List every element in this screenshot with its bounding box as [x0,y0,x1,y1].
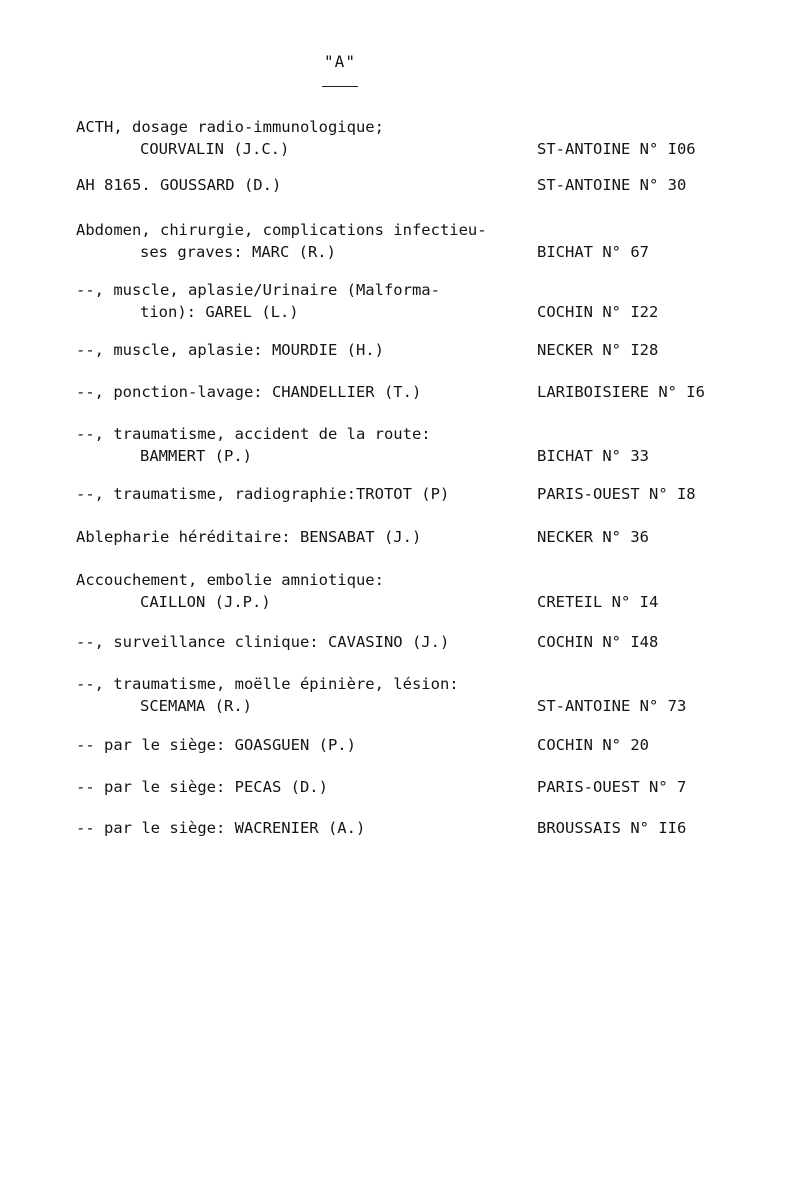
entry-reference: COCHIN N° I22 [537,303,659,321]
entry-subject: Accouchement, embolie amniotique: [76,571,384,589]
entry-reference: PARIS-OUEST N° I8 [537,485,696,503]
entry-continuation: SCEMAMA (R.) [140,697,252,715]
entry-reference: NECKER N° 36 [537,528,649,546]
entry-reference: COCHIN N° 20 [537,736,649,754]
entry-subject: --, traumatisme, radiographie:TROTOT (P) [76,485,450,503]
entry-reference: COCHIN N° I48 [537,633,659,651]
entry-subject: --, ponction-lavage: CHANDELLIER (T.) [76,383,422,401]
entry-reference: LARIBOISIERE N° I6 [537,383,705,401]
entry-reference: ST-ANTOINE N° 30 [537,176,687,194]
entry-subject: --, traumatisme, moëlle épinière, lésion: [76,675,459,693]
entry-reference: ST-ANTOINE N° I06 [537,140,696,158]
entry-continuation: BAMMERT (P.) [140,447,252,465]
entry-subject: Ablepharie héréditaire: BENSABAT (J.) [76,528,422,546]
entry-subject: --, traumatisme, accident de la route: [76,425,431,443]
entry-subject: AH 8165. GOUSSARD (D.) [76,176,282,194]
entry-reference: ST-ANTOINE N° 73 [537,697,687,715]
page-header-letter: "A" [324,52,356,71]
entry-continuation: COURVALIN (J.C.) [140,140,290,158]
entry-subject: -- par le siège: PECAS (D.) [76,778,328,796]
entry-reference: PARIS-OUEST N° 7 [537,778,687,796]
entry-reference: NECKER N° I28 [537,341,659,359]
entry-reference: BICHAT N° 67 [537,243,649,261]
entry-reference: BROUSSAIS N° II6 [537,819,687,837]
entry-subject: --, muscle, aplasie: MOURDIE (H.) [76,341,384,359]
entry-subject: --, surveillance clinique: CAVASINO (J.) [76,633,450,651]
entry-subject: Abdomen, chirurgie, complications infectieu- [76,221,487,239]
entry-reference: CRETEIL N° I4 [537,593,659,611]
entry-subject: ACTH, dosage radio-immunologique; [76,118,384,136]
entry-continuation: ses graves: MARC (R.) [140,243,336,261]
entry-subject: -- par le siège: WACRENIER (A.) [76,819,366,837]
entry-continuation: CAILLON (J.P.) [140,593,271,611]
entry-subject: -- par le siège: GOASGUEN (P.) [76,736,356,754]
entry-subject: --, muscle, aplasie/Urinaire (Malforma- [76,281,440,299]
entry-reference: BICHAT N° 33 [537,447,649,465]
entry-continuation: tion): GAREL (L.) [140,303,299,321]
